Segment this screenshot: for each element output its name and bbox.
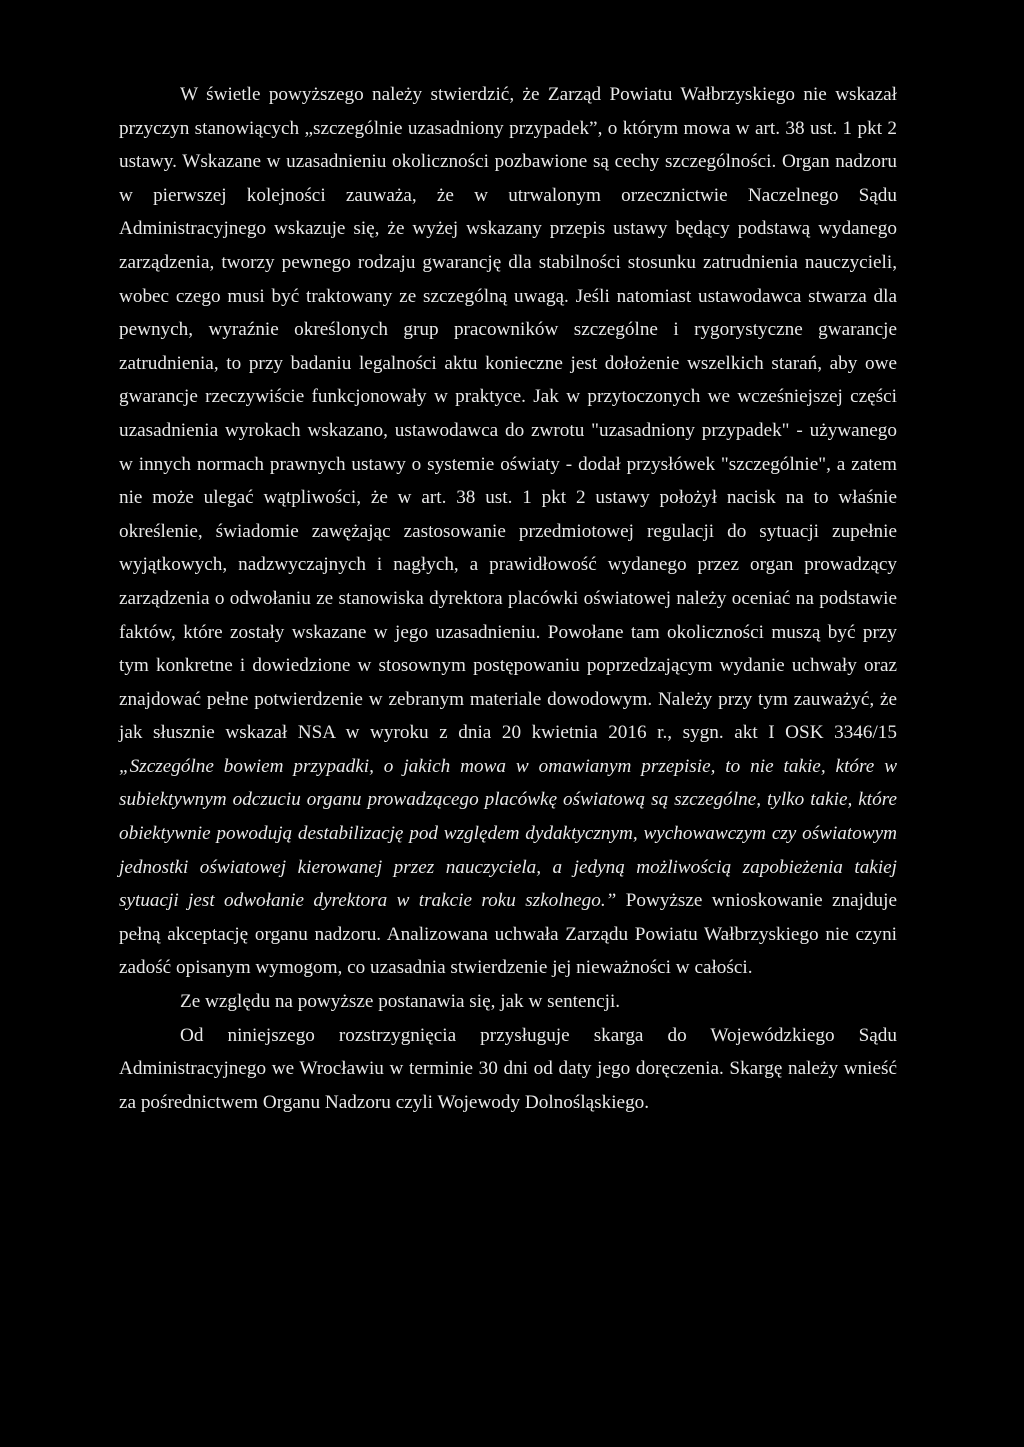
quoted-judgment: „Szczególne bowiem przypadki, o jakich mowa w omawianym przepisie, to nie takie, które w subiektywnym odczuciu organu prowadzącego placówkę oświatową są szczególne, tylko takie, które obiektywnie powodują destabilizację pod względem dydaktycznym, wychowawczym czy oświatowym jednostki oświatowej kierowanej przez nauczyciela, a jedyną możliwością zapobieżenia takiej sytuacji jest odwołanie dyrektora w trakcie roku szkolnego.” <box>119 755 897 912</box>
paragraph-decision: Ze względu na powyższe postanawia się, jak w sentencji. <box>180 991 621 1013</box>
paragraph-text: W świetle powyższego należy stwierdzić, że Zarząd Powiatu Wałbrzyskiego nie wskazał przyczyn stanowiących „szczególnie uzasadniony przypadek”, o którym mowa w art. 38 ust. 1 pkt 2 ustawy. Wskazane w uzasadnieniu okoliczności pozbawione są cechy szczególności. Organ nadzoru w pierwszej kolejności zauważa, że w utrwalonym orzecznictwie Naczelnego Sądu Administracyjnego wskazuje się, że wyżej wskazany przepis ustawy będący podstawą wydanego zarządzenia, tworzy pewnego rodzaju gwarancję dla stabilności stosunku zatrudnienia nauczycieli, wobec czego musi być traktowany ze szczególną uwagą. Jeśli natomiast ustawodawca stwarza dla pewnych, wyraźnie określonych grup pracowników szczególne i rygorystyczne gwarancje zatrudnienia, to przy badaniu legalności aktu konieczne jest dołożenie wszelkich starań, aby owe gwarancje rzeczywiście funkcjonowały w praktyce. Jak w przytoczonych we wcześniejszej części uzasadnienia wyrokach wskazano, ustawodawca do zwrotu "uzasadniony przypadek" - używanego w innych normach prawnych ustawy o systemie oświaty - dodał przysłówek "szczególnie", a zatem nie może ulegać wątpliwości, że w art. 38 ust. 1 pkt 2 ustawy położył nacisk na to właśnie określenie, świadomie zawężając zastosowanie przedmiotowej regulacji do sytuacji zupełnie wyjątkowych, nadzwyczajnych i nagłych, a prawidłowość wydanego przez organ prowadzący zarządzenia o odwołaniu ze stanowiska dyrektora placówki oświatowej należy oceniać na podstawie faktów, które zostały wskazane w jego uzasadnieniu. Powołane tam okoliczności muszą być przy tym konkretne i dowiedzione w stosownym postępowaniu poprzedzającym wydanie uchwały oraz znajdować pełne potwierdzenie w zebranym materiale dowodowym. Należy przy tym zauważyć, że jak słusznie wskazał NSA w wyroku z dnia 20 kwietnia 2016 r., sygn. akt I OSK 3346/15 <box>119 84 897 744</box>
paragraph-appeal-instruction: Od niniejszego rozstrzygnięcia przysługuje skarga do Wojewódzkiego Sądu Administracyjnego we Wrocławiu w terminie 30 dni od daty jego doręczenia. Skargę należy wnieść za pośrednictwem Organu Nadzoru czyli Wojewody Dolnośląskiego. <box>119 1024 897 1113</box>
paragraph-justification <box>119 78 897 985</box>
document-page <box>119 78 897 1119</box>
paragraph-text-continued: Powyższe wnioskowanie znajduje pełną akceptację organu nadzoru. Analizowana uchwała Zarządu Powiatu Wałbrzyskiego nie czyni zadość opisanym wymogom, co uzasadnia stwierdzenie jej nieważności w całości. <box>119 890 897 979</box>
